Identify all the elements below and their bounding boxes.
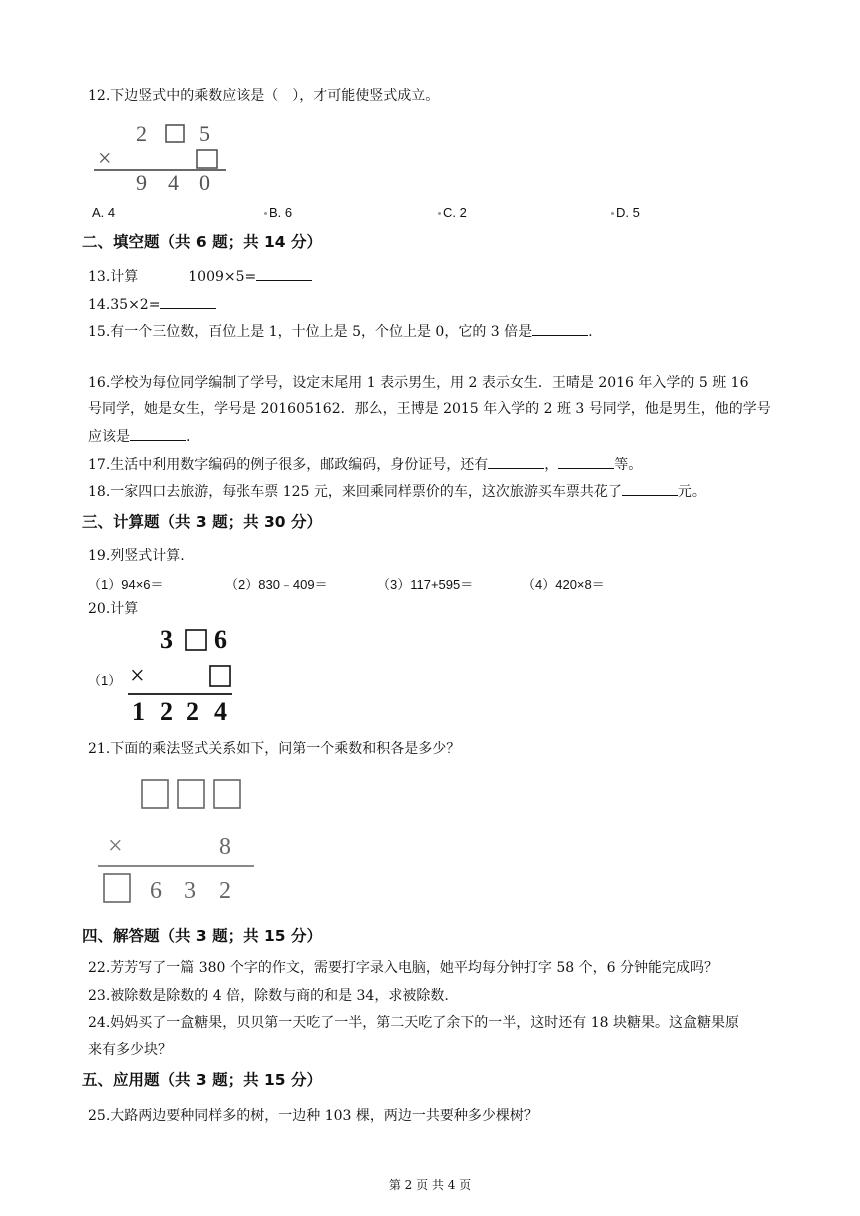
section-4-heading: 四、解答题（共 3 题；共 15 分）	[82, 927, 322, 945]
q13: 13.计算 1009×5=	[88, 266, 312, 287]
section-3-heading: 三、计算题（共 3 题；共 30 分）	[82, 513, 322, 531]
answer-blank[interactable]	[256, 266, 312, 281]
q21-blank-box-3	[214, 780, 240, 808]
choice-d[interactable]: D. 5	[611, 205, 640, 220]
q20-top-digit-2: 6	[214, 625, 227, 654]
q16-line-2: 号同学，她是女生，学号是 201605162．那么，王博是 2015 年入学的 2 班 3 号同学，他是男生，他的学号	[88, 401, 771, 417]
q22: 22.芳芳写了一篇 380 个字的作文，需要打字录入电脑，她平均每分钟打字 58 个，6 分钟能完成吗？	[88, 960, 718, 976]
q12-result-digit-1: 9	[136, 170, 147, 195]
q19-item-3: （3）117+595＝	[377, 577, 474, 592]
q21-result-digit-3: 2	[219, 878, 231, 904]
q15: 15.有一个三位数，百位上是 1，十位上是 5，个位上是 0，它的 3 倍是 .	[88, 321, 593, 342]
q20-times-sign: ×	[130, 661, 145, 690]
q19-item-4: （4）420×8＝	[522, 577, 605, 592]
q21-times-sign: ×	[108, 831, 123, 860]
radio-dot-icon	[264, 212, 267, 215]
q20-blank-box-2	[210, 666, 230, 686]
q21-blank-box-2	[178, 780, 204, 808]
q23: 23.被除数是除数的 4 倍，除数与商的和是 34，求被除数.	[88, 988, 449, 1004]
answer-blank[interactable]	[558, 454, 614, 469]
q12-result-digit-3: 0	[199, 170, 210, 195]
choice-b[interactable]: B. 6	[264, 205, 292, 220]
answer-blank[interactable]	[160, 294, 216, 309]
q12-top-digit-2: 5	[199, 121, 210, 146]
choice-c[interactable]: C. 2	[438, 205, 467, 220]
q14: 14.35×2=	[88, 294, 216, 315]
q21-text: 21.下面的乘法竖式关系如下，问第一个乘数和积各是多少？	[88, 741, 461, 757]
q12-figure	[92, 118, 232, 196]
choice-a[interactable]: A. 4	[92, 205, 116, 220]
q21-blank-box-4	[104, 874, 130, 902]
q12-result-digit-2: 4	[168, 170, 179, 195]
q12-blank-box-1	[166, 125, 184, 142]
q20-blank-box-1	[186, 630, 206, 650]
q19-text: 19.列竖式计算.	[88, 548, 185, 564]
page-footer: 第 2 页 共 4 页	[388, 1178, 472, 1192]
q20-result-digit-3: 2	[186, 697, 199, 726]
q12-top-digit-1: 2	[136, 121, 147, 146]
q12-blank-box-2	[197, 150, 217, 168]
q20-result-digit-2: 2	[160, 697, 173, 726]
q20-text: 20.计算	[88, 601, 139, 617]
q21-figure	[96, 774, 260, 908]
q16-line-1: 16.学校为每位同学编制了学号，设定末尾用 1 表示男生，用 2 表示女生．王晴是 2016 年入学的 5 班 16	[88, 375, 749, 391]
radio-dot-icon	[438, 212, 441, 215]
answer-blank[interactable]	[488, 454, 544, 469]
section-5-heading: 五、应用题（共 3 题；共 15 分）	[82, 1071, 322, 1089]
q20-result-digit-1: 1	[132, 697, 145, 726]
answer-blank[interactable]	[622, 481, 678, 496]
q19-item-2: （2）830﹣409＝	[225, 577, 328, 592]
q21-result-digit-2: 3	[184, 878, 196, 904]
q20-top-digit-1: 3	[160, 625, 173, 654]
q12-text: 12.下边竖式中的乘数应该是（ ），才可能使竖式成立。	[88, 88, 440, 104]
q12-times-sign: ×	[98, 146, 112, 172]
q17: 17.生活中利用数字编码的例子很多，邮政编码，身份证号，还有 ， 等。	[88, 454, 642, 475]
q20-item-label: （1）	[88, 673, 122, 688]
q21-multiplier: 8	[219, 834, 231, 860]
answer-blank[interactable]	[130, 426, 186, 441]
q20-result-digit-4: 4	[214, 697, 227, 726]
q21-result-digit-1: 6	[150, 878, 162, 904]
radio-dot-icon	[611, 212, 614, 215]
q24-line-1: 24.妈妈买了一盒糖果，贝贝第一天吃了一半，第二天吃了余下的一半，这时还有 18 块糖果。这盒糖果原	[88, 1015, 739, 1031]
q25: 25.大路两边要种同样多的树，一边种 103 棵，两边一共要种多少棵树？	[88, 1108, 538, 1124]
q18: 18.一家四口去旅游，每张车票 125 元，来回乘同样票价的车，这次旅游买车票共花了 元。	[88, 481, 706, 502]
q21-blank-box-1	[142, 780, 168, 808]
q16-line-3: 应该是 .	[88, 426, 190, 447]
q20-figure	[124, 620, 244, 726]
section-2-heading: 二、填空题（共 6 题；共 14 分）	[82, 233, 322, 251]
q24-line-2: 来有多少块？	[88, 1042, 172, 1058]
answer-blank[interactable]	[532, 321, 588, 336]
q19-item-1: （1）94×6＝	[88, 577, 164, 592]
